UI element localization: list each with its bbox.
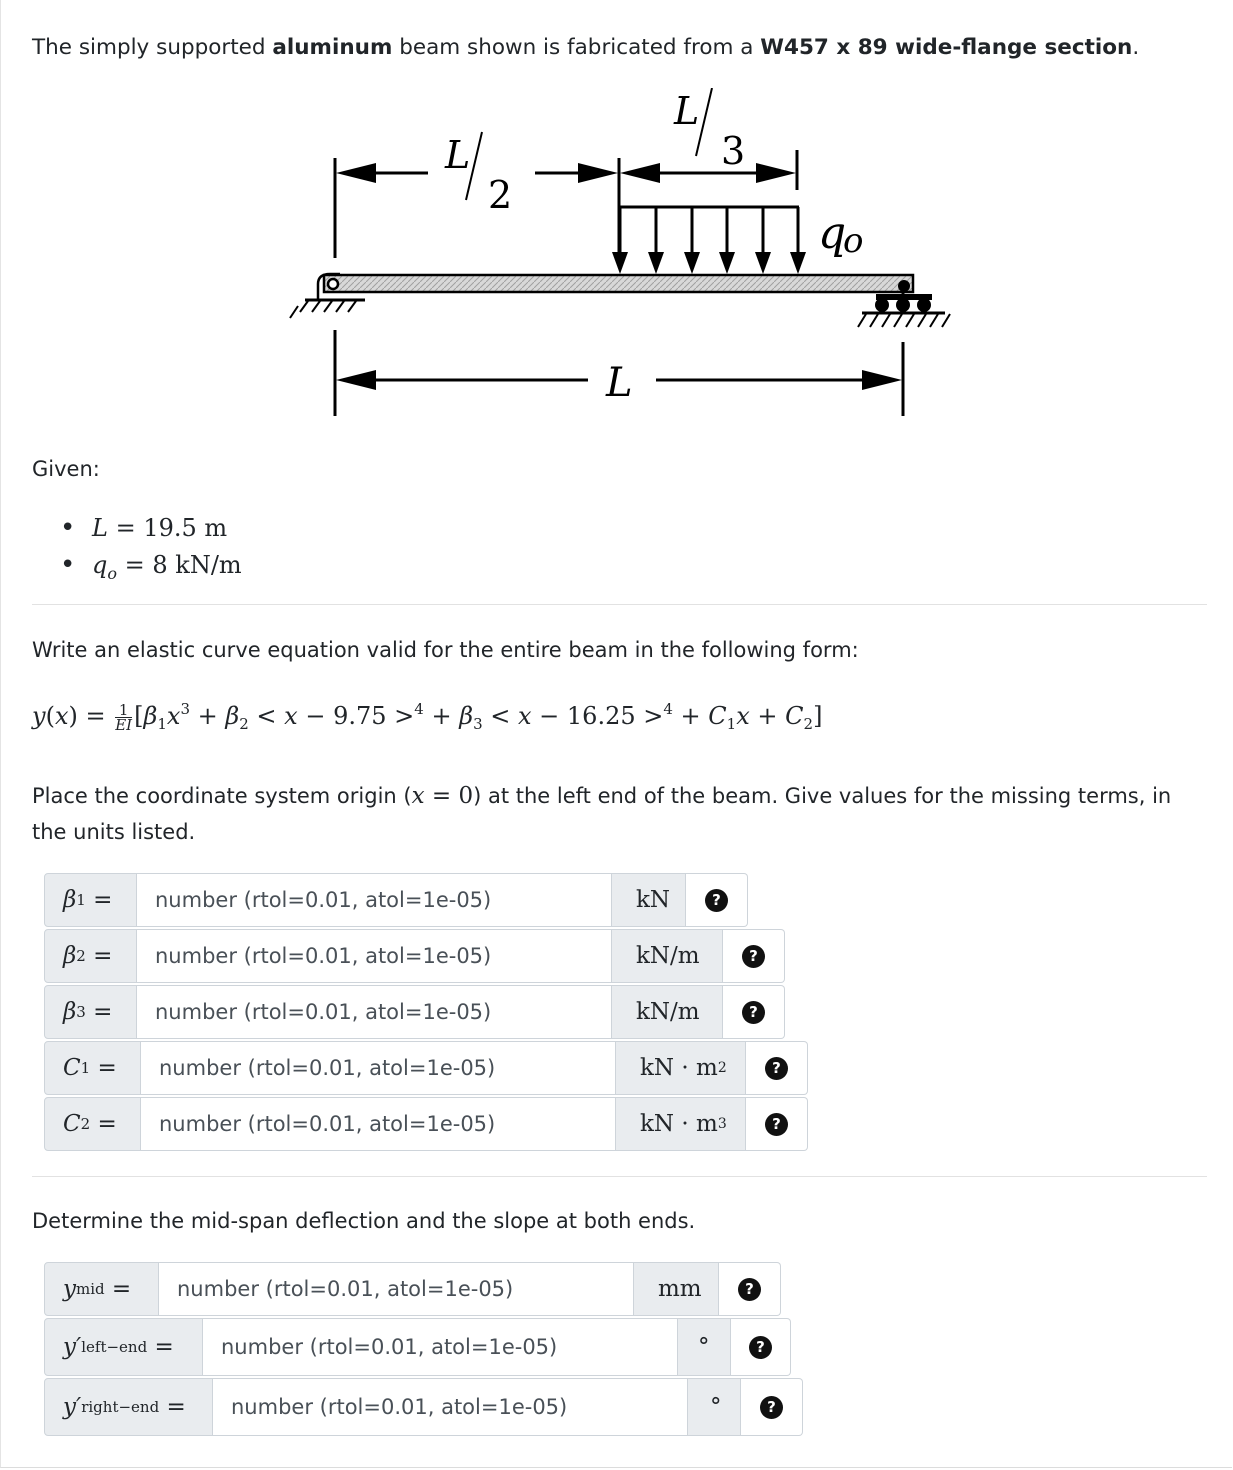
help-button[interactable] [723, 985, 785, 1039]
beta3-input[interactable] [137, 985, 611, 1039]
arrowhead-icon [336, 163, 376, 183]
answer-row-beta1 [44, 873, 748, 927]
answer-row-beta3 [44, 985, 785, 1039]
beta1-input[interactable] [137, 873, 611, 927]
section-name: W457 x 89 wide-flange section [760, 35, 1133, 60]
given-heading: Given: [32, 457, 100, 481]
c1-input[interactable] [141, 1041, 615, 1095]
dimension-label-third [673, 88, 745, 173]
help-button[interactable] [686, 873, 748, 927]
question-icon: ? [765, 1113, 788, 1136]
help-button[interactable] [746, 1041, 808, 1095]
deflection-instructions: Determine the mid-span deflection and the slope at both ends. [32, 1209, 696, 1233]
help-button[interactable] [741, 1378, 803, 1436]
answer-label: y mid = [44, 1262, 159, 1316]
answer-row-c2 [44, 1097, 808, 1151]
question-icon: ? [760, 1396, 783, 1419]
answer-label: C 2 = [44, 1097, 141, 1151]
arrowhead-icon [578, 163, 618, 183]
problem-statement [32, 30, 1139, 66]
help-button[interactable] [731, 1318, 791, 1376]
answer-row-slope-right [44, 1378, 803, 1436]
svg-text:L: L [445, 133, 471, 177]
material-name: aluminum [272, 35, 393, 60]
arrowhead-icon [620, 163, 660, 183]
answer-row-beta2 [44, 929, 785, 983]
answer-label: y′ left−end = [44, 1318, 203, 1376]
divider [32, 604, 1207, 605]
svg-text:o: o [843, 221, 864, 261]
svg-text:q: q [818, 208, 847, 259]
question-icon: ? [749, 1336, 772, 1359]
load-label [818, 208, 863, 261]
distributed-load [612, 207, 806, 274]
intro-text: . [1132, 35, 1140, 60]
answer-row-ymid [44, 1262, 781, 1316]
question-icon: ? [705, 889, 728, 912]
origin-instructions: Place the coordinate system origin (x = 0) at the left end of the beam. Give values for the missing terms, in the units listed. [32, 783, 1172, 844]
answer-row-slope-left [44, 1318, 791, 1376]
unit-label: kN [611, 873, 686, 927]
slope-left-input[interactable] [203, 1318, 677, 1376]
given-item-length: • L = 19.5 m [60, 510, 242, 547]
unit-label: ° [687, 1378, 741, 1436]
beam-diagram [280, 88, 960, 428]
question-icon: ? [742, 945, 765, 968]
ymid-input[interactable] [159, 1262, 633, 1316]
help-button[interactable] [719, 1262, 781, 1316]
svg-text:2: 2 [488, 173, 513, 217]
unit-label: kN/m [611, 929, 723, 983]
elastic-curve-equation: y(x) = $\frac{1}{EI}$ $[\beta_1x^3 + \beta_2 < x - 9.75 >^4 + \beta_3 < x - 16.25 >^4 + C_1x + C_2]$ [32, 700, 823, 734]
question-icon: ? [738, 1278, 761, 1301]
help-button[interactable] [723, 929, 785, 983]
unit-label: kN/m [611, 985, 723, 1039]
beam [324, 275, 913, 292]
svg-text:L: L [674, 89, 700, 133]
intro-text: The simply supported [32, 35, 273, 60]
help-button[interactable] [746, 1097, 808, 1151]
answer-label: β 1 = [44, 873, 137, 927]
c2-input[interactable] [141, 1097, 615, 1151]
divider [32, 1176, 1207, 1177]
answer-row-c1 [44, 1041, 808, 1095]
slope-right-input[interactable] [213, 1378, 687, 1436]
unit-label: kN · m 2 [615, 1041, 746, 1095]
answer-label: β 3 = [44, 985, 137, 1039]
svg-text:3: 3 [721, 129, 746, 173]
beta2-input[interactable] [137, 929, 611, 983]
unit-label: mm [633, 1262, 719, 1316]
arrowhead-icon [756, 163, 796, 183]
unit-label: ° [677, 1318, 731, 1376]
unit-label: kN · m 3 [615, 1097, 746, 1151]
question-icon: ? [742, 1001, 765, 1024]
arrowhead-icon [336, 370, 376, 390]
answer-label: y′ right−end = [44, 1378, 213, 1436]
arrowhead-icon [862, 370, 902, 390]
equation-instructions: Write an elastic curve equation valid for the entire beam in the following form: [32, 638, 859, 662]
span-label: L [606, 360, 633, 406]
dimension-label-half [444, 132, 512, 217]
given-list [60, 510, 242, 584]
answer-label: C 1 = [44, 1041, 141, 1095]
question-icon: ? [765, 1057, 788, 1080]
intro-text: beam shown is fabricated from a [392, 35, 761, 60]
answer-label: β 2 = [44, 929, 137, 983]
given-item-load: • $q_o = 8$ kN/m [60, 547, 242, 584]
